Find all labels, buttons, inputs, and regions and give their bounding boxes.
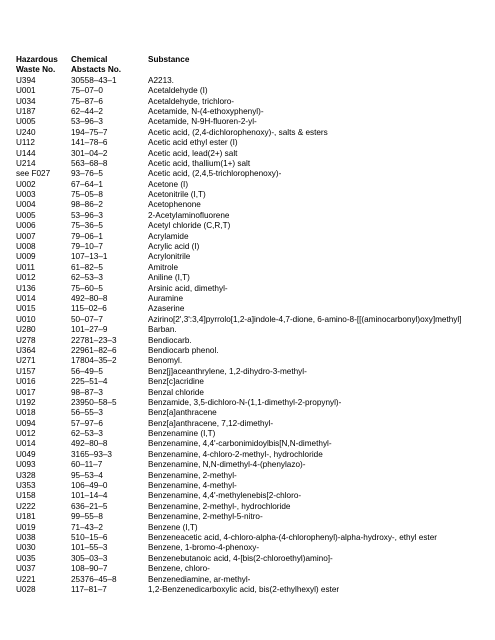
waste-no-cell: U240 bbox=[16, 127, 36, 137]
substance-cell: Auramine bbox=[148, 293, 184, 303]
cas-no-cell: 107–13–1 bbox=[71, 252, 108, 262]
cas-no-cell: 101–55–3 bbox=[71, 543, 108, 553]
waste-no-cell: U006 bbox=[16, 221, 36, 231]
substance-cell: Benzenamine, 2-methyl- bbox=[148, 470, 237, 480]
waste-no-cell: U015 bbox=[16, 304, 36, 314]
waste-no-cell: U192 bbox=[16, 397, 36, 407]
waste-no-cell: U364 bbox=[16, 345, 36, 355]
substance-cell: Benzenamine, N,N-dimethyl-4-(phenylazo)- bbox=[148, 460, 306, 470]
cas-no-cell: 23950–58–5 bbox=[71, 397, 117, 407]
waste-no-cell: U394 bbox=[16, 75, 36, 85]
substance-cell: Acetaldehyde (I) bbox=[148, 86, 208, 96]
table-row bbox=[16, 284, 495, 294]
substance-cell: Azaserine bbox=[148, 304, 185, 314]
table-row bbox=[16, 138, 495, 148]
substance-cell: Acrylic acid (I) bbox=[148, 242, 200, 252]
cas-no-cell: 62–53–3 bbox=[71, 273, 103, 283]
substance-cell: Benz[j]aceanthrylene, 1,2-dihydro-3-methyl- bbox=[148, 366, 307, 376]
substance-cell: Acrylamide bbox=[148, 231, 189, 241]
substance-cell: Acetic acid, lead(2+) salt bbox=[148, 148, 238, 158]
cas-no-cell: 22961–82–6 bbox=[71, 345, 117, 355]
cas-no-cell: 101–14–4 bbox=[71, 491, 108, 501]
table-row bbox=[16, 533, 495, 543]
cas-no-cell: 79–06–1 bbox=[71, 231, 103, 241]
cas-no-cell: 492–80–8 bbox=[71, 439, 108, 449]
table-row bbox=[16, 294, 495, 304]
table-row bbox=[16, 86, 495, 96]
table-row bbox=[16, 304, 495, 314]
table-row bbox=[16, 367, 495, 377]
cas-no-cell: 57–97–6 bbox=[71, 418, 103, 428]
waste-no-cell: U009 bbox=[16, 252, 36, 262]
table-row bbox=[16, 502, 495, 512]
waste-no-cell: U144 bbox=[16, 148, 36, 158]
waste-no-cell: U010 bbox=[16, 314, 36, 324]
waste-no-cell: U187 bbox=[16, 106, 36, 116]
cas-no-cell: 636–21–5 bbox=[71, 501, 108, 511]
substance-cell: Acetic acid, thallium(1+) salt bbox=[148, 158, 251, 168]
table-row bbox=[16, 460, 495, 470]
substance-cell: Bendiocarb phenol. bbox=[148, 345, 219, 355]
waste-no-cell: U018 bbox=[16, 408, 36, 418]
cas-no-cell: 99–55–8 bbox=[71, 512, 103, 522]
cas-no-cell: 106–49–0 bbox=[71, 481, 108, 491]
waste-no-cell: U271 bbox=[16, 356, 36, 366]
substance-cell: Benzenamine, 4,4'-carbonimidoylbis[N,N-dimethyl- bbox=[148, 439, 332, 449]
cas-no-cell: 101–27–9 bbox=[71, 325, 108, 335]
cas-no-cell: 98–86–2 bbox=[71, 200, 103, 210]
header-cas-no: Chemical bbox=[71, 55, 108, 64]
waste-no-cell: U037 bbox=[16, 564, 36, 574]
substance-cell: Benzenamine, 2-methyl-, hydrochloride bbox=[148, 501, 291, 511]
waste-no-cell: U014 bbox=[16, 293, 36, 303]
cas-no-cell: 141–78–6 bbox=[71, 138, 108, 148]
substance-cell: Benzene, 1-bromo-4-phenoxy- bbox=[148, 543, 260, 553]
table-row bbox=[16, 491, 495, 501]
substance-cell: Acetaldehyde, trichloro- bbox=[148, 96, 235, 106]
cas-no-cell: 56–55–3 bbox=[71, 408, 103, 418]
cas-no-cell: 53–96–3 bbox=[71, 117, 103, 127]
cas-no-cell: 50–07–7 bbox=[71, 314, 103, 324]
cas-no-cell: 60–11–7 bbox=[71, 460, 103, 470]
substance-cell: Benomyl. bbox=[148, 356, 183, 366]
cas-no-cell: 61–82–5 bbox=[71, 262, 103, 272]
substance-cell: Acetyl chloride (C,R,T) bbox=[148, 221, 231, 231]
waste-no-cell: U012 bbox=[16, 429, 36, 439]
header-cas-no-line2: Abstacts No. bbox=[71, 65, 122, 75]
cas-no-cell: 93–76–5 bbox=[71, 169, 103, 179]
waste-no-cell: U280 bbox=[16, 325, 36, 335]
cas-no-cell: 3165–93–3 bbox=[71, 449, 112, 459]
table-row bbox=[16, 180, 495, 190]
waste-no-cell: U214 bbox=[16, 158, 36, 168]
waste-no-cell: U181 bbox=[16, 512, 36, 522]
cas-no-cell: 510–15–6 bbox=[71, 532, 108, 542]
cas-no-cell: 30558–43–1 bbox=[71, 75, 117, 85]
cas-no-cell: 98–87–3 bbox=[71, 387, 103, 397]
table-row bbox=[16, 190, 495, 200]
waste-no-cell: U017 bbox=[16, 387, 36, 397]
cas-no-cell: 75–87–6 bbox=[71, 96, 103, 106]
waste-no-cell: U030 bbox=[16, 543, 36, 553]
substance-cell: Acetic acid, (2,4,5-trichlorophenoxy)- bbox=[148, 169, 282, 179]
substance-cell: Benz[c]acridine bbox=[148, 377, 204, 387]
waste-no-cell: U019 bbox=[16, 522, 36, 532]
substance-cell: Benzenediamine, ar-methyl- bbox=[148, 574, 251, 584]
substance-cell: Benzenamine, 4-methyl- bbox=[148, 481, 237, 491]
cas-no-cell: 17804–35–2 bbox=[71, 356, 117, 366]
table-row bbox=[16, 543, 495, 553]
substance-cell: Benz[a]anthracene bbox=[148, 408, 217, 418]
table-row bbox=[16, 117, 495, 127]
cas-no-cell: 563–68–8 bbox=[71, 158, 108, 168]
table-row bbox=[16, 315, 495, 325]
table-row bbox=[16, 242, 495, 252]
table-row bbox=[16, 76, 495, 86]
cas-no-cell: 194–75–7 bbox=[71, 127, 108, 137]
table-row bbox=[16, 388, 495, 398]
substance-cell: Acetamide, N-(4-ethoxyphenyl)- bbox=[148, 106, 264, 116]
waste-no-cell: U012 bbox=[16, 273, 36, 283]
table-row bbox=[16, 211, 495, 221]
cas-no-cell: 25376–45–8 bbox=[71, 574, 117, 584]
substance-cell: Benzamide, 3,5-dichloro-N-(1,1-dimethyl-2-propynyl)- bbox=[148, 397, 342, 407]
waste-no-cell: U002 bbox=[16, 179, 36, 189]
waste-no-cell: U034 bbox=[16, 96, 36, 106]
waste-no-cell: U094 bbox=[16, 418, 36, 428]
substance-cell: Benzene (I,T) bbox=[148, 522, 198, 532]
substance-cell: Benzenamine, 4-chloro-2-methyl-, hydrochloride bbox=[148, 449, 323, 459]
substance-cell: Benzeneacetic acid, 4-chloro-alpha-(4-chlorophenyl)-alpha-hydroxy-, ethyl ester bbox=[148, 532, 437, 542]
substance-cell: Aniline (I,T) bbox=[148, 273, 190, 283]
substance-cell: 2-Acetylaminofluorene bbox=[148, 210, 230, 220]
substance-cell: Acetonitrile (I,T) bbox=[148, 190, 206, 200]
table-header-row bbox=[16, 55, 495, 65]
waste-no-cell: U158 bbox=[16, 491, 36, 501]
header-waste-no-line2: Waste No. bbox=[16, 65, 56, 75]
table-row bbox=[16, 97, 495, 107]
substance-cell: Acetic acid, (2,4-dichlorophenoxy)-, salts & esters bbox=[148, 127, 328, 137]
table-row bbox=[16, 149, 495, 159]
table-row bbox=[16, 200, 495, 210]
substance-cell: Benzenamine, 2-methyl-5-nitro- bbox=[148, 512, 263, 522]
table-row bbox=[16, 419, 495, 429]
table-row bbox=[16, 377, 495, 387]
waste-no-cell: U278 bbox=[16, 335, 36, 345]
cas-no-cell: 75–05–8 bbox=[71, 190, 103, 200]
table-row bbox=[16, 398, 495, 408]
table-header-row bbox=[16, 65, 495, 75]
cas-no-cell: 75–36–5 bbox=[71, 221, 103, 231]
cas-no-cell: 62–44–2 bbox=[71, 106, 103, 116]
table-row bbox=[16, 450, 495, 460]
waste-no-cell: U028 bbox=[16, 584, 36, 594]
cas-no-cell: 71–43–2 bbox=[71, 522, 103, 532]
table-row bbox=[16, 429, 495, 439]
waste-no-cell: U112 bbox=[16, 138, 35, 148]
cas-no-cell: 117–81–7 bbox=[71, 584, 107, 594]
waste-no-cell: U222 bbox=[16, 501, 36, 511]
cas-no-cell: 53–96–3 bbox=[71, 210, 103, 220]
table-row bbox=[16, 512, 495, 522]
waste-no-cell: U038 bbox=[16, 532, 36, 542]
substance-cell: Acetophenone bbox=[148, 200, 201, 210]
table-row bbox=[16, 523, 495, 533]
substance-cell: Barban. bbox=[148, 325, 177, 335]
waste-no-cell: U328 bbox=[16, 470, 36, 480]
waste-no-cell: U014 bbox=[16, 439, 36, 449]
table-row bbox=[16, 232, 495, 242]
table-row bbox=[16, 252, 495, 262]
cas-no-cell: 56–49–5 bbox=[71, 366, 103, 376]
table-row bbox=[16, 554, 495, 564]
cas-no-cell: 225–51–4 bbox=[71, 377, 108, 387]
cas-no-cell: 75–07–0 bbox=[71, 86, 103, 96]
substance-cell: Benzenebutanoic acid, 4-[bis(2-chloroethyl)amino]- bbox=[148, 553, 333, 563]
table-row bbox=[16, 273, 495, 283]
cas-no-cell: 67–64–1 bbox=[71, 179, 103, 189]
waste-no-cell: U007 bbox=[16, 231, 36, 241]
substance-cell: Amitrole bbox=[148, 262, 179, 272]
cas-no-cell: 115–02–6 bbox=[71, 304, 107, 314]
waste-no-cell: U221 bbox=[16, 574, 36, 584]
substance-cell: Arsinic acid, dimethyl- bbox=[148, 283, 228, 293]
table-row bbox=[16, 169, 495, 179]
table-row bbox=[16, 575, 495, 585]
substance-cell: Benzene, chloro- bbox=[148, 564, 210, 574]
waste-no-cell: U005 bbox=[16, 210, 36, 220]
table-row bbox=[16, 263, 495, 273]
table-row bbox=[16, 585, 495, 595]
table-row bbox=[16, 346, 495, 356]
header-waste-no: Hazardous bbox=[16, 55, 58, 64]
waste-no-cell: U093 bbox=[16, 460, 36, 470]
cas-no-cell: 22781–23–3 bbox=[71, 335, 117, 345]
cas-no-cell: 301–04–2 bbox=[71, 148, 108, 158]
waste-no-cell: U136 bbox=[16, 283, 36, 293]
waste-no-cell: U035 bbox=[16, 553, 36, 563]
substance-cell: Benzenamine, 4,4'-methylenebis[2-chloro- bbox=[148, 491, 302, 501]
cas-no-cell: 75–60–5 bbox=[71, 283, 103, 293]
waste-no-cell: U008 bbox=[16, 242, 36, 252]
table-row bbox=[16, 439, 495, 449]
hazardous-waste-table bbox=[16, 55, 495, 595]
table-row bbox=[16, 221, 495, 231]
waste-no-cell: see F027 bbox=[16, 169, 51, 179]
waste-no-cell: U011 bbox=[16, 262, 35, 272]
substance-cell: Azirino[2',3':3,4]pyrrolo[1,2-a]indole-4,7-dione, 6-amino-8-[[(aminocarbonyl)oxy]methyl] bbox=[148, 314, 462, 324]
table-row bbox=[16, 159, 495, 169]
waste-no-cell: U005 bbox=[16, 117, 36, 127]
waste-no-cell: U001 bbox=[16, 86, 36, 96]
waste-no-cell: U157 bbox=[16, 366, 36, 376]
table-row bbox=[16, 128, 495, 138]
waste-no-cell: U016 bbox=[16, 377, 36, 387]
table-row bbox=[16, 481, 495, 491]
substance-cell: Benz[a]anthracene, 7,12-dimethyl- bbox=[148, 418, 274, 428]
cas-no-cell: 305–03–3 bbox=[71, 553, 108, 563]
cas-no-cell: 95–53–4 bbox=[71, 470, 103, 480]
cas-no-cell: 108–90–7 bbox=[71, 564, 108, 574]
cas-no-cell: 62–53–3 bbox=[71, 429, 103, 439]
substance-cell: 1,2-Benzenedicarboxylic acid, bis(2-ethylhexyl) ester bbox=[148, 584, 340, 594]
substance-cell: Acetamide, N-9H-fluoren-2-yl- bbox=[148, 117, 257, 127]
table-row bbox=[16, 408, 495, 418]
substance-cell: Acetic acid ethyl ester (I) bbox=[148, 138, 238, 148]
substance-cell: Bendiocarb. bbox=[148, 335, 192, 345]
substance-cell: Acetone (I) bbox=[148, 179, 189, 189]
table-row bbox=[16, 336, 495, 346]
table-row bbox=[16, 471, 495, 481]
substance-cell: Acrylonitrile bbox=[148, 252, 191, 262]
substance-cell: Benzal chloride bbox=[148, 387, 204, 397]
header-substance: Substance bbox=[148, 55, 190, 64]
cas-no-cell: 492–80–8 bbox=[71, 293, 108, 303]
waste-no-cell: U004 bbox=[16, 200, 36, 210]
waste-no-cell: U003 bbox=[16, 190, 36, 200]
header-substance-line2 bbox=[148, 65, 495, 75]
cas-no-cell: 79–10–7 bbox=[71, 242, 103, 252]
table-row bbox=[16, 325, 495, 335]
substance-cell: Benzenamine (I,T) bbox=[148, 429, 216, 439]
table-row bbox=[16, 107, 495, 117]
substance-cell: A2213. bbox=[148, 75, 174, 85]
table-row bbox=[16, 356, 495, 366]
table-row bbox=[16, 564, 495, 574]
waste-no-cell: U049 bbox=[16, 449, 36, 459]
waste-no-cell: U353 bbox=[16, 481, 36, 491]
